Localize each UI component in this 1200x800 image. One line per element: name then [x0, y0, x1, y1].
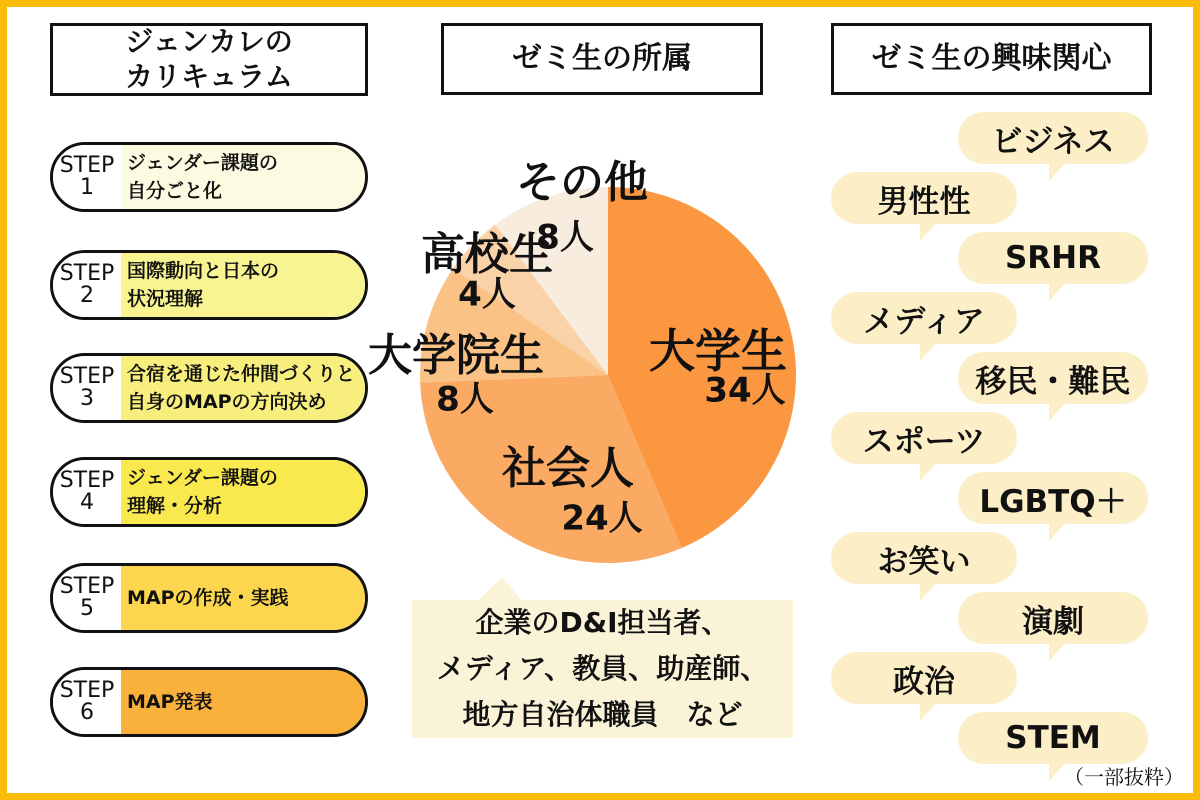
- step-badge-word: STEP: [59, 467, 115, 493]
- step-description-line: 理解・分析: [127, 495, 223, 517]
- step-description-line: ジェンダー課題の: [127, 466, 278, 489]
- footnote: （一部抜粋）: [1064, 765, 1184, 789]
- step-badge-number: 2: [80, 283, 94, 308]
- adults-detail-callout: [412, 600, 793, 738]
- callout-pointer-triangle: [478, 577, 522, 601]
- callout-line: 地方自治体職員 など: [462, 697, 743, 731]
- step-badge: [53, 566, 121, 630]
- interest-bubble-label: 移民・難民: [975, 363, 1131, 400]
- bubble-tail: [1049, 162, 1066, 181]
- bubble-tail: [920, 582, 937, 601]
- step-badge-word: STEP: [59, 677, 115, 703]
- step-description-line: 自身のMAPの方向決め: [127, 391, 327, 413]
- interest-bubble-移民・難民: [958, 352, 1148, 404]
- step-description-line: MAP発表: [127, 690, 213, 713]
- step-badge-word: STEP: [59, 573, 115, 599]
- step-description-line: 国際動向と日本の: [127, 259, 280, 282]
- step-pill-5: [50, 563, 368, 633]
- step-pill-1: [50, 142, 368, 212]
- step-description-line: MAPの作成・実践: [127, 586, 289, 609]
- interest-bubble-label: 演劇: [1022, 603, 1084, 640]
- step-badge-number: 6: [80, 700, 94, 725]
- slice-label-社会人: 社会人: [502, 443, 634, 494]
- step-description-line: 合宿を通じた仲間づくりと: [127, 362, 356, 385]
- step-pill-4: [50, 457, 368, 527]
- step-badge: [53, 670, 121, 734]
- step-description-line: ジェンダー課題の: [127, 151, 278, 174]
- step-description: [121, 670, 365, 734]
- step-description: [121, 566, 365, 630]
- step-description: [121, 356, 365, 420]
- curriculum-title: [50, 23, 368, 96]
- step-badge: [53, 356, 121, 420]
- step-badge-number: 1: [80, 175, 94, 200]
- slice-label-大学院生: 大学院生: [368, 330, 544, 381]
- bubble-tail: [1049, 522, 1066, 541]
- curriculum-title-line1: ジェンカレの: [125, 25, 293, 59]
- bubble-tail: [920, 462, 937, 481]
- interest-bubble-SRHR: [958, 232, 1148, 284]
- step-badge: [53, 460, 121, 524]
- interest-bubble-label: LGBTQ＋: [979, 483, 1127, 520]
- bubble-tail: [1049, 282, 1066, 301]
- affiliation-title: [441, 23, 763, 95]
- slice-label-その他: その他: [516, 157, 648, 208]
- slice-label-高校生: 高校生: [421, 229, 553, 280]
- bubble-tail: [920, 222, 937, 241]
- step-description-line: 状況理解: [127, 288, 204, 310]
- interest-bubble-お笑い: [831, 532, 1017, 584]
- step-badge-number: 5: [80, 596, 94, 621]
- step-badge-number: 4: [80, 490, 94, 515]
- step-pill-3: [50, 353, 368, 423]
- step-badge-word: STEP: [59, 260, 115, 286]
- interest-bubble-label: メディア: [863, 303, 985, 340]
- curriculum-title-line2: カリキュラム: [125, 59, 293, 93]
- bubble-tail: [1049, 642, 1066, 661]
- interest-bubble-演劇: [958, 592, 1148, 644]
- interest-bubble-label: スポーツ: [862, 423, 986, 460]
- step-badge: [53, 145, 121, 209]
- interest-bubble-LGBTQ＋: [958, 472, 1148, 524]
- interest-bubble-男性性: [831, 172, 1017, 224]
- step-pill-6: [50, 667, 368, 737]
- step-description: [121, 460, 365, 524]
- bubble-tail: [1049, 402, 1066, 421]
- interest-bubble-label: 男性性: [877, 183, 971, 220]
- step-badge: [53, 253, 121, 317]
- step-badge-word: STEP: [59, 152, 115, 178]
- interest-bubble-label: SRHR: [1004, 240, 1101, 276]
- interest-bubble-ビジネス: [958, 112, 1148, 164]
- interest-bubble-label: お笑い: [877, 543, 971, 580]
- affiliation-title-text: ゼミ生の所属: [512, 40, 692, 76]
- interest-bubble-政治: [831, 652, 1017, 704]
- interest-bubble-label: 政治: [893, 663, 955, 700]
- slice-count-高校生: 4人: [458, 274, 516, 315]
- callout-line: 企業のD&I担当者、: [475, 606, 730, 640]
- interest-bubble-label: ビジネス: [991, 123, 1115, 160]
- slice-count-大学院生: 8人: [436, 379, 494, 420]
- interest-bubble-メディア: [831, 292, 1017, 344]
- bubble-tail: [920, 702, 937, 721]
- step-pill-2: [50, 250, 368, 320]
- interests-title-text: ゼミ生の興味関心: [871, 40, 1112, 76]
- bubble-tail: [920, 342, 937, 361]
- slice-count-大学生: 34人: [704, 370, 786, 411]
- step-badge-number: 3: [80, 386, 94, 411]
- callout-line: メディア、教員、助産師、: [436, 652, 769, 686]
- interest-bubble-スポーツ: [831, 412, 1017, 464]
- slice-label-大学生: 大学生: [649, 324, 787, 378]
- step-description: [121, 145, 365, 209]
- slice-count-社会人: 24人: [561, 498, 643, 539]
- interests-title: [831, 23, 1152, 95]
- step-description: [121, 253, 365, 317]
- interest-bubble-STEM: [958, 712, 1148, 764]
- slice-count-その他: 8人: [536, 217, 594, 258]
- step-description-line: 自分ごと化: [127, 180, 223, 202]
- interest-bubble-label: STEM: [1005, 720, 1101, 756]
- step-badge-word: STEP: [59, 363, 115, 389]
